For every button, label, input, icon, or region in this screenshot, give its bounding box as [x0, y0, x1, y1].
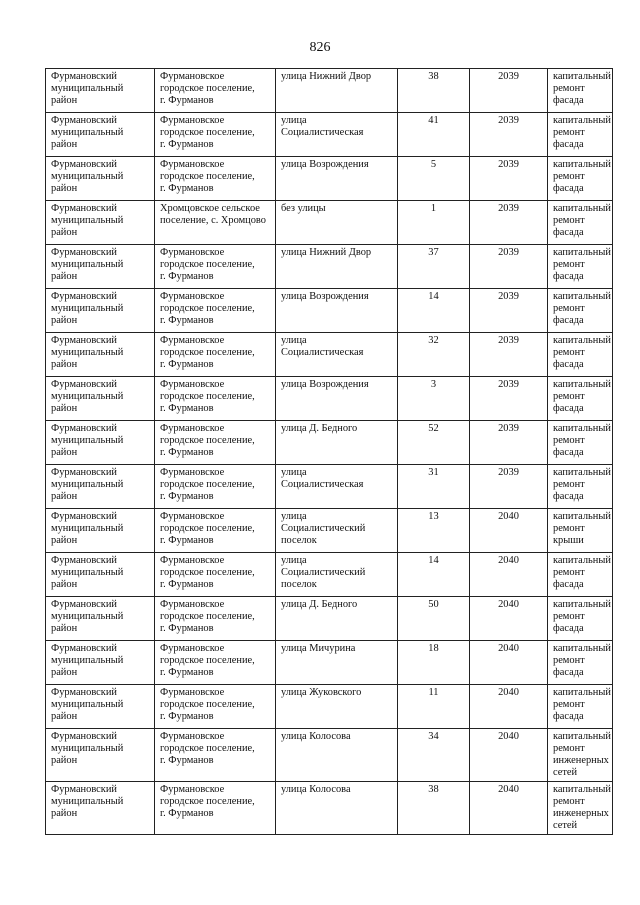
- year-text: 2039: [498, 247, 519, 258]
- work-text: капитальный ремонт фасада: [553, 555, 611, 590]
- cell-street: [276, 597, 398, 641]
- district-text: Фурмановский муниципальный район: [51, 731, 124, 766]
- cell-house: [398, 377, 470, 421]
- cell-work: [548, 113, 613, 157]
- year-text: 2040: [498, 643, 519, 654]
- table-row: [46, 421, 613, 465]
- district-text: Фурмановский муниципальный район: [51, 335, 124, 370]
- cell-settlement: [155, 421, 276, 465]
- cell-year: [470, 157, 548, 201]
- cell-settlement: [155, 782, 276, 835]
- cell-street: [276, 509, 398, 553]
- table-row: [46, 157, 613, 201]
- cell-settlement: [155, 509, 276, 553]
- cell-house: [398, 553, 470, 597]
- district-text: Фурмановский муниципальный район: [51, 379, 124, 414]
- cell-year: [470, 421, 548, 465]
- settlement-text: Фурмановское городское поселение, г. Фурманов: [160, 71, 255, 106]
- cell-work: [548, 201, 613, 245]
- street-text: улица Колосова: [281, 784, 351, 795]
- year-text: 2039: [498, 335, 519, 346]
- cell-settlement: [155, 377, 276, 421]
- street-text: улица Социалистическая: [281, 467, 364, 490]
- cell-work: [548, 333, 613, 377]
- table-row: [46, 553, 613, 597]
- cell-work: [548, 465, 613, 509]
- settlement-text: Фурмановское городское поселение, г. Фурманов: [160, 555, 255, 590]
- work-text: капитальный ремонт инженерных сетей: [553, 731, 611, 778]
- cell-street: [276, 201, 398, 245]
- table-row: [46, 729, 613, 782]
- house-text: 1: [430, 203, 437, 214]
- cell-district: [46, 333, 155, 377]
- page-number: 826: [309, 40, 331, 55]
- table-row: [46, 245, 613, 289]
- table-row: [46, 333, 613, 377]
- settlement-text: Фурмановское городское поселение, г. Фурманов: [160, 784, 255, 819]
- cell-work: [548, 641, 613, 685]
- cell-year: [470, 201, 548, 245]
- street-text: улица Колосова: [281, 731, 351, 742]
- street-text: улица Жуковского: [281, 687, 362, 698]
- house-text: 11: [428, 687, 439, 698]
- settlement-text: Фурмановское городское поселение, г. Фурманов: [160, 687, 255, 722]
- district-text: Фурмановский муниципальный район: [51, 203, 124, 238]
- cell-year: [470, 69, 548, 113]
- year-text: 2039: [498, 423, 519, 434]
- work-text: капитальный ремонт фасада: [553, 687, 611, 722]
- cell-work: [548, 685, 613, 729]
- cell-house: [398, 729, 470, 782]
- cell-street: [276, 465, 398, 509]
- cell-settlement: [155, 289, 276, 333]
- cell-house: [398, 201, 470, 245]
- settlement-text: Фурмановское городское поселение, г. Фурманов: [160, 467, 255, 502]
- work-text: капитальный ремонт фасада: [553, 423, 611, 458]
- year-text: 2039: [498, 71, 519, 82]
- street-text: улица Возрождения: [281, 159, 369, 170]
- year-text: 2039: [498, 467, 519, 478]
- cell-house: [398, 782, 470, 835]
- cell-street: [276, 289, 398, 333]
- district-text: Фурмановский муниципальный район: [51, 511, 124, 546]
- cell-work: [548, 782, 613, 835]
- settlement-text: Фурмановское городское поселение, г. Фурманов: [160, 159, 255, 194]
- work-text: капитальный ремонт крыши: [553, 511, 611, 546]
- work-text: капитальный ремонт фасада: [553, 467, 611, 502]
- cell-settlement: [155, 729, 276, 782]
- cell-house: [398, 113, 470, 157]
- work-text: капитальный ремонт фасада: [553, 203, 611, 238]
- work-text: капитальный ремонт фасада: [553, 599, 611, 634]
- work-text: капитальный ремонт инженерных сетей: [553, 784, 611, 831]
- cell-district: [46, 421, 155, 465]
- district-text: Фурмановский муниципальный район: [51, 71, 124, 106]
- table-row: [46, 289, 613, 333]
- settlement-text: Фурмановское городское поселение, г. Фурманов: [160, 379, 255, 414]
- table-row: [46, 685, 613, 729]
- house-text: 38: [428, 71, 439, 82]
- district-text: Фурмановский муниципальный район: [51, 687, 124, 722]
- cell-house: [398, 509, 470, 553]
- cell-district: [46, 201, 155, 245]
- cell-settlement: [155, 201, 276, 245]
- cell-year: [470, 113, 548, 157]
- settlement-text: Фурмановское городское поселение, г. Фурманов: [160, 423, 255, 458]
- cell-house: [398, 245, 470, 289]
- work-text: капитальный ремонт фасада: [553, 159, 611, 194]
- street-text: улица Социалистический поселок: [281, 511, 366, 546]
- year-text: 2040: [498, 687, 519, 698]
- house-text: 31: [428, 467, 439, 478]
- year-text: 2039: [498, 159, 519, 170]
- cell-settlement: [155, 69, 276, 113]
- cell-house: [398, 157, 470, 201]
- year-text: 2039: [498, 203, 519, 214]
- cell-house: [398, 641, 470, 685]
- cell-work: [548, 157, 613, 201]
- work-text: капитальный ремонт фасада: [553, 643, 611, 678]
- cell-house: [398, 333, 470, 377]
- table-row: [46, 597, 613, 641]
- cell-district: [46, 113, 155, 157]
- street-text: улица Социалистический поселок: [281, 555, 366, 590]
- year-text: 2040: [498, 511, 519, 522]
- cell-district: [46, 289, 155, 333]
- table-row: [46, 465, 613, 509]
- cell-work: [548, 597, 613, 641]
- house-text: 34: [428, 731, 439, 742]
- table-row: [46, 641, 613, 685]
- cell-district: [46, 729, 155, 782]
- district-text: Фурмановский муниципальный район: [51, 247, 124, 282]
- cell-settlement: [155, 245, 276, 289]
- table-body: [46, 69, 613, 835]
- street-text: улица Мичурина: [281, 643, 356, 654]
- cell-district: [46, 641, 155, 685]
- house-text: 5: [430, 159, 437, 170]
- house-text: 38: [428, 784, 439, 795]
- district-text: Фурмановский муниципальный район: [51, 423, 124, 458]
- district-text: Фурмановский муниципальный район: [51, 555, 124, 590]
- house-text: 37: [428, 247, 439, 258]
- repair-program-table: [45, 68, 613, 835]
- house-text: 3: [430, 379, 437, 390]
- work-text: капитальный ремонт фасада: [553, 335, 611, 370]
- cell-work: [548, 245, 613, 289]
- settlement-text: Фурмановское городское поселение, г. Фурманов: [160, 643, 255, 678]
- house-text: 14: [428, 555, 439, 566]
- cell-district: [46, 157, 155, 201]
- table-row: [46, 201, 613, 245]
- cell-year: [470, 377, 548, 421]
- cell-street: [276, 641, 398, 685]
- cell-street: [276, 377, 398, 421]
- cell-settlement: [155, 597, 276, 641]
- settlement-text: Фурмановское городское поселение, г. Фурманов: [160, 731, 255, 766]
- cell-street: [276, 333, 398, 377]
- work-text: капитальный ремонт фасада: [553, 379, 611, 414]
- street-text: улица Социалистическая: [281, 335, 364, 358]
- cell-work: [548, 69, 613, 113]
- cell-year: [470, 333, 548, 377]
- street-text: улица Возрождения: [281, 379, 369, 390]
- district-text: Фурмановский муниципальный район: [51, 467, 124, 502]
- cell-house: [398, 465, 470, 509]
- cell-street: [276, 421, 398, 465]
- district-text: Фурмановский муниципальный район: [51, 291, 124, 326]
- street-text: улица Социалистическая: [281, 115, 364, 138]
- cell-work: [548, 289, 613, 333]
- cell-year: [470, 597, 548, 641]
- cell-settlement: [155, 641, 276, 685]
- work-text: капитальный ремонт фасада: [553, 247, 611, 282]
- year-text: 2039: [498, 115, 519, 126]
- cell-district: [46, 782, 155, 835]
- work-text: капитальный ремонт фасада: [553, 291, 611, 326]
- house-text: 50: [428, 599, 439, 610]
- street-text: улица Д. Бедного: [281, 599, 358, 610]
- street-text: без улицы: [281, 203, 326, 214]
- house-text: 41: [428, 115, 439, 126]
- work-text: капитальный ремонт фасада: [553, 115, 611, 150]
- cell-district: [46, 685, 155, 729]
- table-row: [46, 509, 613, 553]
- settlement-text: Хромцовское сельское поселение, с. Хромцово: [160, 203, 266, 226]
- year-text: 2040: [498, 731, 519, 742]
- house-text: 14: [428, 291, 439, 302]
- cell-house: [398, 289, 470, 333]
- cell-district: [46, 69, 155, 113]
- cell-street: [276, 553, 398, 597]
- cell-year: [470, 509, 548, 553]
- cell-year: [470, 465, 548, 509]
- cell-house: [398, 597, 470, 641]
- cell-street: [276, 685, 398, 729]
- settlement-text: Фурмановское городское поселение, г. Фурманов: [160, 115, 255, 150]
- settlement-text: Фурмановское городское поселение, г. Фурманов: [160, 335, 255, 370]
- cell-work: [548, 421, 613, 465]
- cell-district: [46, 509, 155, 553]
- settlement-text: Фурмановское городское поселение, г. Фурманов: [160, 511, 255, 546]
- cell-settlement: [155, 113, 276, 157]
- cell-work: [548, 377, 613, 421]
- cell-year: [470, 289, 548, 333]
- district-text: Фурмановский муниципальный район: [51, 115, 124, 150]
- street-text: улица Нижний Двор: [281, 247, 372, 258]
- cell-district: [46, 553, 155, 597]
- cell-work: [548, 729, 613, 782]
- cell-work: [548, 553, 613, 597]
- district-text: Фурмановский муниципальный район: [51, 159, 124, 194]
- cell-district: [46, 245, 155, 289]
- cell-settlement: [155, 553, 276, 597]
- cell-settlement: [155, 333, 276, 377]
- work-text: капитальный ремонт фасада: [553, 71, 611, 106]
- cell-street: [276, 782, 398, 835]
- cell-district: [46, 377, 155, 421]
- cell-settlement: [155, 685, 276, 729]
- table-row: [46, 113, 613, 157]
- street-text: улица Нижний Двор: [281, 71, 372, 82]
- table-row: [46, 782, 613, 835]
- cell-street: [276, 245, 398, 289]
- settlement-text: Фурмановское городское поселение, г. Фурманов: [160, 599, 255, 634]
- cell-house: [398, 69, 470, 113]
- cell-house: [398, 685, 470, 729]
- district-text: Фурмановский муниципальный район: [51, 643, 124, 678]
- cell-street: [276, 157, 398, 201]
- year-text: 2039: [498, 291, 519, 302]
- year-text: 2039: [498, 379, 519, 390]
- house-text: 13: [428, 511, 439, 522]
- cell-street: [276, 69, 398, 113]
- cell-house: [398, 421, 470, 465]
- year-text: 2040: [498, 784, 519, 795]
- cell-street: [276, 729, 398, 782]
- cell-year: [470, 641, 548, 685]
- cell-settlement: [155, 465, 276, 509]
- year-text: 2040: [498, 599, 519, 610]
- district-text: Фурмановский муниципальный район: [51, 599, 124, 634]
- street-text: улица Д. Бедного: [281, 423, 358, 434]
- cell-work: [548, 509, 613, 553]
- house-text: 52: [428, 423, 439, 434]
- table-row: [46, 377, 613, 421]
- settlement-text: Фурмановское городское поселение, г. Фурманов: [160, 247, 255, 282]
- cell-year: [470, 245, 548, 289]
- table-row: [46, 69, 613, 113]
- house-text: 32: [428, 335, 439, 346]
- cell-year: [470, 553, 548, 597]
- cell-district: [46, 597, 155, 641]
- cell-year: [470, 685, 548, 729]
- cell-settlement: [155, 157, 276, 201]
- cell-year: [470, 729, 548, 782]
- year-text: 2040: [498, 555, 519, 566]
- settlement-text: Фурмановское городское поселение, г. Фурманов: [160, 291, 255, 326]
- cell-street: [276, 113, 398, 157]
- house-text: 18: [428, 643, 439, 654]
- street-text: улица Возрождения: [281, 291, 369, 302]
- district-text: Фурмановский муниципальный район: [51, 784, 124, 819]
- cell-district: [46, 465, 155, 509]
- cell-year: [470, 782, 548, 835]
